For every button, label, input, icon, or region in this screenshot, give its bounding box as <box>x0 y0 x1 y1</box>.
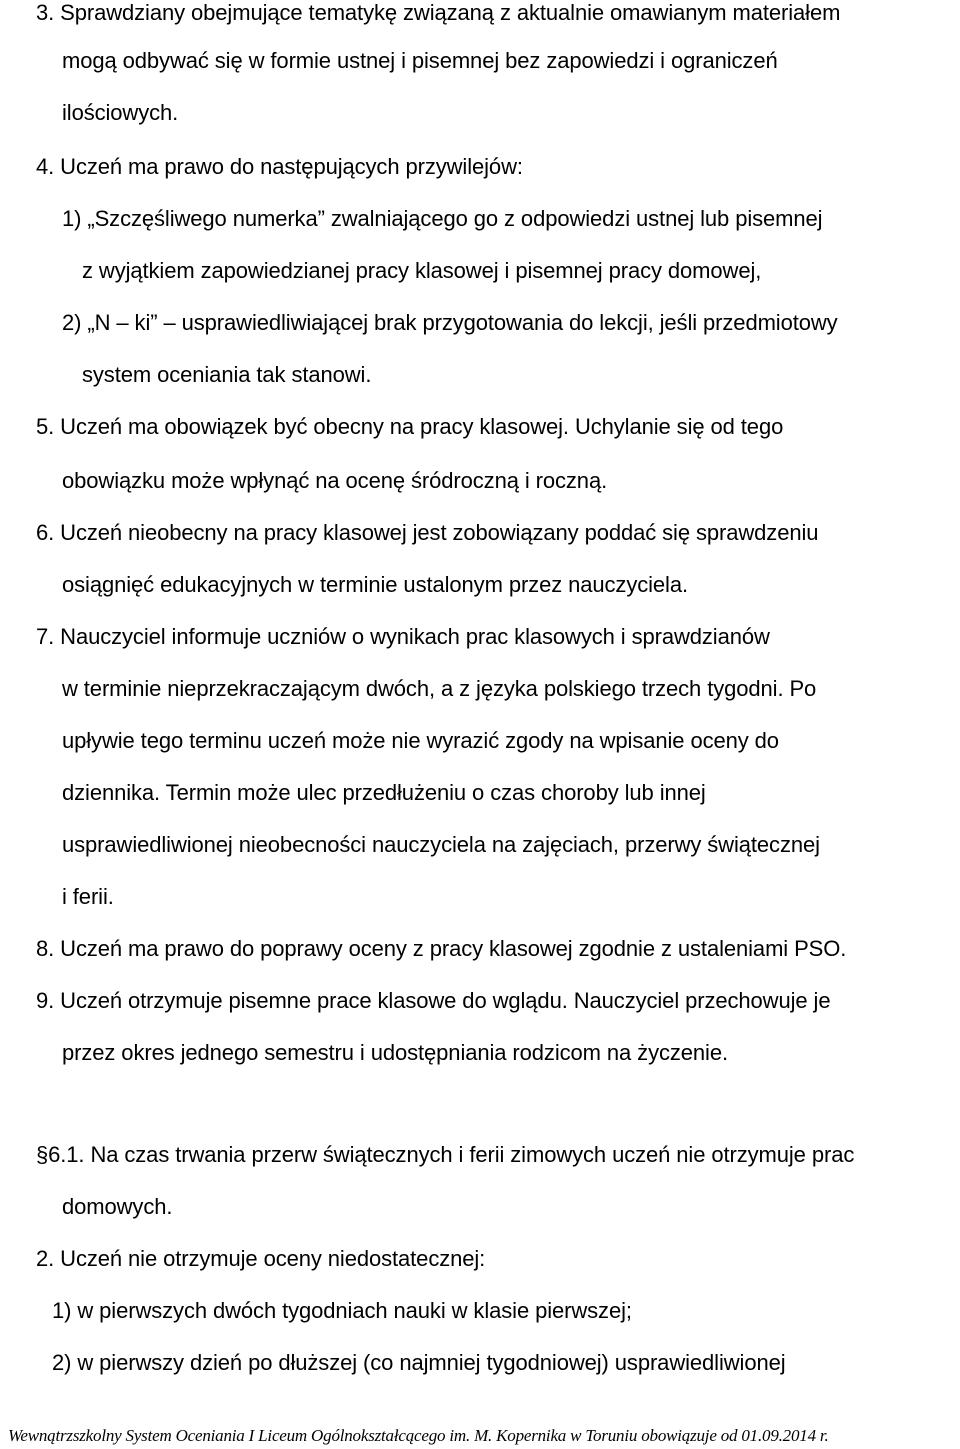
text-line: upływie tego terminu uczeń może nie wyrazić zgody na wpisanie oceny do <box>62 728 779 753</box>
text-line: usprawiedliwionej nieobecności nauczyciela na zajęciach, przerwy świątecznej <box>62 832 820 857</box>
text-line: 8. Uczeń ma prawo do poprawy oceny z pracy klasowej zgodnie z ustaleniami PSO. <box>36 936 847 961</box>
text-line: 3. Sprawdziany obejmujące tematykę związaną z aktualnie omawianym materiałem <box>36 0 841 25</box>
text-line: osiągnięć edukacyjnych w terminie ustalonym przez nauczyciela. <box>62 572 688 597</box>
text-line: 1) w pierwszych dwóch tygodniach nauki w klasie pierwszej; <box>52 1298 632 1323</box>
text-line: z wyjątkiem zapowiedzianej pracy klasowej i pisemnej pracy domowej, <box>82 258 762 283</box>
text-line: §6.1. Na czas trwania przerw świątecznych i ferii zimowych uczeń nie otrzymuje prac <box>36 1142 855 1167</box>
text-line: obowiązku może wpłynąć na ocenę śródroczną i roczną. <box>62 468 608 493</box>
text-line: domowych. <box>62 1194 173 1219</box>
text-line: 2. Uczeń nie otrzymuje oceny niedostatecznej: <box>36 1246 486 1271</box>
text-line: 7. Nauczyciel informuje uczniów o wynikach prac klasowych i sprawdzianów <box>36 624 770 649</box>
text-line: system oceniania tak stanowi. <box>82 362 372 387</box>
text-line: 6. Uczeń nieobecny na pracy klasowej jest zobowiązany poddać się sprawdzeniu <box>36 520 819 545</box>
text-line: 9. Uczeń otrzymuje pisemne prace klasowe do wglądu. Nauczyciel przechowuje je <box>36 988 831 1013</box>
text-line: 5. Uczeń ma obowiązek być obecny na pracy klasowej. Uchylanie się od tego <box>36 414 784 439</box>
text-line: i ferii. <box>62 884 114 909</box>
text-line: dziennika. Termin może ulec przedłużeniu o czas choroby lub innej <box>62 780 706 805</box>
text-line: w terminie nieprzekraczającym dwóch, a z języka polskiego trzech tygodni. Po <box>62 676 817 701</box>
text-line: 2) w pierwszy dzień po dłuższej (co najmniej tygodniowej) usprawiedliwionej <box>52 1350 786 1375</box>
page-footer: Wewnątrzszkolny System Oceniania I Liceum Ogólnokształcącego im. M. Kopernika w Toruniu obowiązuje od 01.09.2014 r. <box>8 1426 829 1445</box>
text-line: 2) „N – ki” – usprawiedliwiającej brak przygotowania do lekcji, jeśli przedmiotowy <box>62 310 838 335</box>
text-line: 4. Uczeń ma prawo do następujących przywilejów: <box>36 154 523 179</box>
text-line: 1) „Szczęśliwego numerka” zwalniającego go z odpowiedzi ustnej lub pisemnej <box>62 206 823 231</box>
text-line: ilościowych. <box>62 100 179 125</box>
text-line: przez okres jednego semestru i udostępniania rodzicom na życzenie. <box>62 1040 728 1065</box>
text-line: mogą odbywać się w formie ustnej i pisemnej bez zapowiedzi i ograniczeń <box>62 48 778 73</box>
